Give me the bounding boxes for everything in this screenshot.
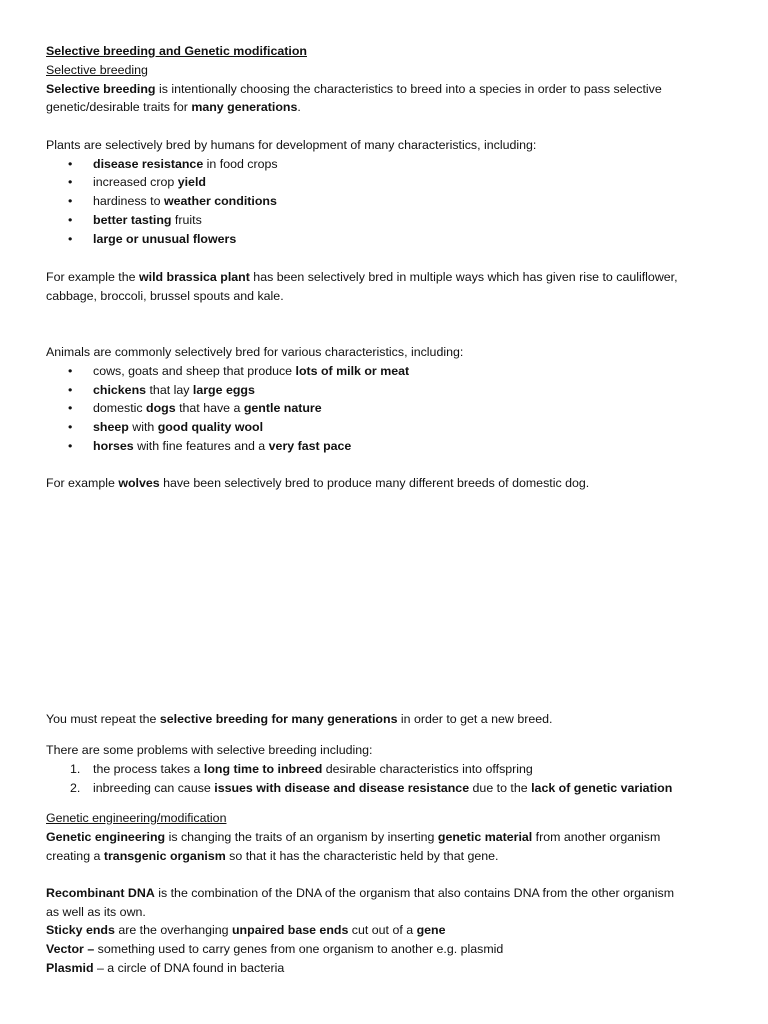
list-item — [93, 418, 263, 436]
term-gene: gene — [416, 923, 446, 937]
item-text: cows, goats and sheep that produce — [93, 364, 296, 378]
item-bold: weather conditions — [163, 194, 277, 208]
item-text: the process takes a — [93, 762, 204, 776]
list-number: 1. — [70, 762, 81, 776]
list-number: 2. — [70, 781, 81, 795]
plants-intro: Plants are selectively bred by humans for development of many characteristics, including: — [46, 138, 537, 152]
item-text: in food crops — [203, 157, 278, 171]
list-item — [93, 779, 672, 797]
section-heading-selective-breeding: Selective breeding — [46, 63, 148, 77]
doc-title: Selective breeding and Genetic modification — [46, 44, 307, 58]
animals-example — [46, 474, 589, 492]
term-genetic-material: genetic material — [437, 830, 533, 844]
example-bold: wolves — [118, 476, 160, 490]
recombinant-dna-line1 — [46, 884, 674, 902]
term-selective-breeding: Selective breeding — [46, 82, 156, 96]
definition-text: genetic/desirable traits for — [46, 100, 192, 114]
bullet-icon: • — [68, 364, 73, 378]
definition-text: are the overhanging — [114, 923, 232, 937]
item-bold: very fast pace — [268, 439, 352, 453]
list-item — [93, 362, 409, 380]
item-bold: large or unusual flowers — [93, 232, 237, 246]
genetic-engineering-definition-line1 — [46, 828, 660, 846]
item-bold: issues with disease and disease resistance — [214, 781, 470, 795]
sticky-ends-definition — [46, 921, 445, 939]
example-text: For example — [46, 476, 119, 490]
item-text: hardiness to — [93, 194, 164, 208]
bullet-icon: • — [68, 383, 73, 397]
item-bold: better tasting — [93, 213, 172, 227]
note-text: You must repeat the — [46, 712, 160, 726]
item-text: with — [128, 420, 158, 434]
term-genetic-engineering: Genetic engineering — [46, 830, 166, 844]
bullet-icon: • — [68, 194, 73, 208]
term-recombinant-dna: Recombinant DNA — [46, 886, 155, 900]
list-item — [93, 211, 202, 229]
list-item — [93, 155, 278, 173]
definition-text: is the combination of the DNA of the organism that also contains DNA from the other organism — [154, 886, 675, 900]
list-item — [93, 437, 351, 455]
item-text: increased crop — [93, 175, 178, 189]
section-heading-genetic-engineering: Genetic engineering/modification — [46, 811, 227, 825]
list-item — [93, 173, 206, 191]
term-transgenic-organism: transgenic organism — [103, 849, 226, 863]
item-text: that have a — [175, 401, 244, 415]
item-bold: yield — [177, 175, 206, 189]
item-bold: lack of genetic variation — [531, 781, 673, 795]
term-vector: Vector – — [46, 942, 95, 956]
item-bold: disease resistance — [93, 157, 204, 171]
definition-text: cut out of a — [348, 923, 417, 937]
list-item — [93, 230, 236, 248]
bullet-icon: • — [68, 232, 73, 246]
item-bold: dogs — [146, 401, 176, 415]
bullet-icon: • — [68, 439, 73, 453]
definition-text: something used to carry genes from one organism to another e.g. plasmid — [94, 942, 504, 956]
item-text: fruits — [171, 213, 202, 227]
punctuation: . — [297, 100, 301, 114]
bullet-icon: • — [68, 175, 73, 189]
example-text: has been selectively bred in multiple ways which has given rise to cauliflower, — [249, 270, 678, 284]
example-bold: wild brassica plant — [138, 270, 250, 284]
item-text: inbreeding can cause — [93, 781, 215, 795]
list-item — [93, 381, 255, 399]
term-many-generations: many generations — [191, 100, 298, 114]
bullet-icon: • — [68, 157, 73, 171]
animals-intro: Animals are commonly selectively bred for various characteristics, including: — [46, 345, 464, 359]
item-text: due to the — [469, 781, 532, 795]
recombinant-dna-line2: as well as its own. — [46, 905, 146, 919]
item-text: domestic — [93, 401, 147, 415]
repeat-note — [46, 710, 552, 728]
definition-text: creating a — [46, 849, 104, 863]
term-plasmid: Plasmid — [46, 961, 94, 975]
item-bold: large eggs — [192, 383, 255, 397]
item-bold: sheep — [93, 420, 129, 434]
definition-text: so that it has the characteristic held by that gene. — [225, 849, 499, 863]
bullet-icon: • — [68, 213, 73, 227]
term-unpaired-base-ends: unpaired base ends — [231, 923, 349, 937]
item-text: desirable characteristics into offspring — [322, 762, 533, 776]
note-bold: selective breeding for many generations — [159, 712, 398, 726]
selective-breeding-definition-line2 — [46, 98, 301, 116]
term-sticky-ends: Sticky ends — [46, 923, 115, 937]
item-bold: lots of milk or meat — [295, 364, 410, 378]
plants-example-line2: cabbage, broccoli, brussel spouts and kale. — [46, 289, 284, 303]
list-item — [93, 192, 277, 210]
problems-intro: There are some problems with selective breeding including: — [46, 743, 373, 757]
example-text: have been selectively bred to produce many different breeds of domestic dog. — [159, 476, 590, 490]
item-bold: horses — [93, 439, 134, 453]
bullet-icon: • — [68, 401, 73, 415]
item-bold: gentle nature — [243, 401, 322, 415]
note-text: in order to get a new breed. — [397, 712, 553, 726]
plants-example-line1 — [46, 268, 678, 286]
example-text: For example the — [46, 270, 139, 284]
definition-text: – a circle of DNA found in bacteria — [93, 961, 285, 975]
selective-breeding-definition-line1 — [46, 80, 662, 98]
item-bold: long time to inbreed — [203, 762, 323, 776]
list-item — [93, 399, 322, 417]
item-text: that lay — [146, 383, 193, 397]
bullet-icon: • — [68, 420, 73, 434]
list-item — [93, 760, 533, 778]
genetic-engineering-definition-line2 — [46, 847, 499, 865]
definition-text: is changing the traits of an organism by inserting — [165, 830, 438, 844]
item-bold: chickens — [93, 383, 147, 397]
item-bold: good quality wool — [157, 420, 264, 434]
item-text: with fine features and a — [133, 439, 269, 453]
definition-text: from another organism — [532, 830, 661, 844]
vector-definition — [46, 940, 503, 958]
definition-text: is intentionally choosing the characteristics to breed into a species in order to pass selective — [155, 82, 662, 96]
plasmid-definition — [46, 959, 284, 977]
